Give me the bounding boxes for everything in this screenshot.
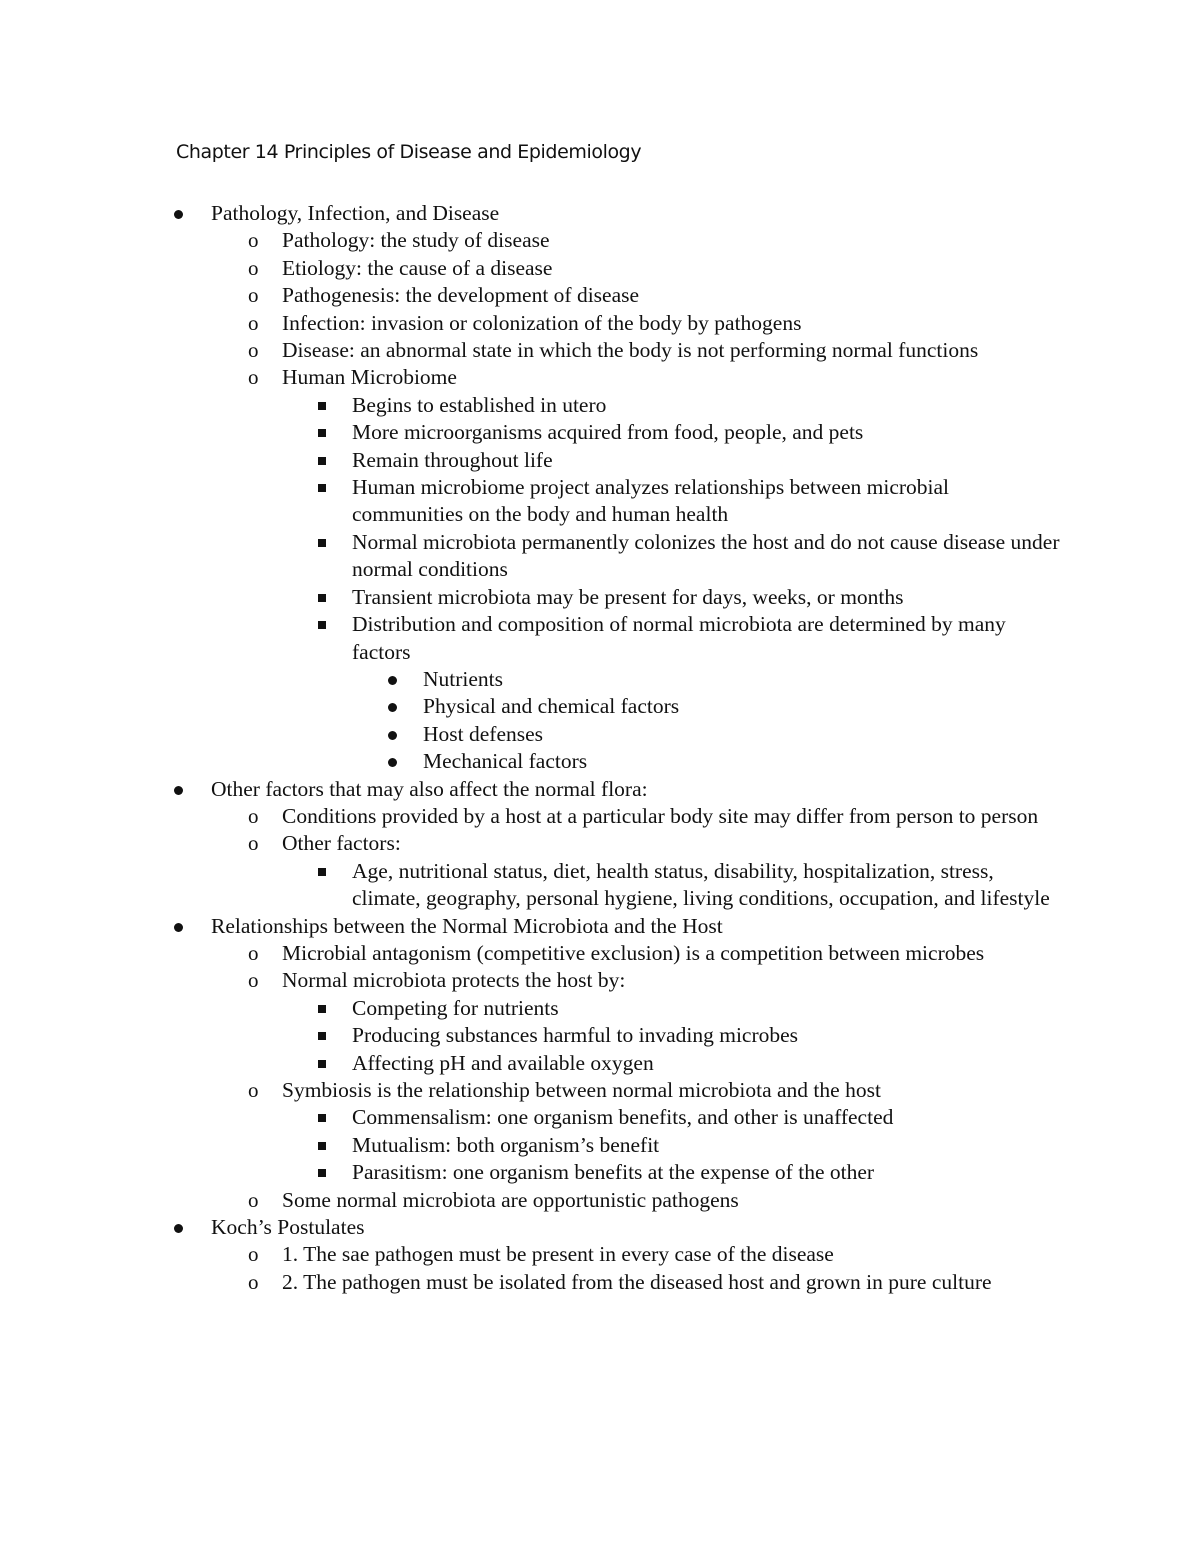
- outline-item-text: Other factors that may also affect the normal flora:: [211, 776, 648, 801]
- outline-item-level-4: [0, 666, 1200, 693]
- outline-item-level-2: [0, 940, 1200, 967]
- outline-item-text: 2. The pathogen must be isolated from the diseased host and grown in pure culture: [282, 1269, 992, 1294]
- bullet-circle-o-icon: o: [248, 338, 259, 363]
- bullet-square-icon: [318, 1005, 326, 1013]
- bullet-disc-icon: [174, 1224, 183, 1233]
- bullet-square-icon: [318, 1032, 326, 1040]
- outline-item-text: Human Microbiome: [282, 365, 457, 390]
- bullet-disc-icon: [174, 923, 183, 932]
- outline-item-text: Normal microbiota permanently colonizes the host and do not cause disease under normal conditions: [352, 529, 1060, 582]
- outline-item-text: More microorganisms acquired from food, people, and pets: [352, 420, 864, 445]
- bullet-square-icon: [318, 1142, 326, 1150]
- outline-item-text: Affecting pH and available oxygen: [352, 1050, 654, 1075]
- outline-item-text: Symbiosis is the relationship between normal microbiota and the host: [282, 1078, 881, 1102]
- outline-item-text: Begins to established in utero: [352, 392, 607, 417]
- bullet-square-icon: [318, 429, 326, 437]
- outline-item-level-4: [0, 748, 1200, 775]
- outline-item-text: Pathology: the study of disease: [282, 228, 550, 253]
- outline-item-level-3: [0, 1104, 1200, 1131]
- bullet-circle-o-icon: o: [248, 228, 259, 253]
- bullet-square-icon: [318, 1060, 326, 1068]
- outline-item-level-3: [0, 419, 1200, 446]
- bullet-square-icon: [318, 402, 326, 410]
- bullet-disc-icon: [174, 786, 183, 795]
- outline-item-text: Microbial antagonism (competitive exclusion) is a competition between microbes: [282, 940, 985, 965]
- outline-item-level-1: [0, 1214, 1200, 1241]
- bullet-circle-o-icon: o: [248, 968, 259, 993]
- outline-item-text: Competing for nutrients: [352, 995, 559, 1020]
- outline-item-level-2: [0, 364, 1200, 391]
- outline-item-level-2: [0, 255, 1200, 282]
- outline-item-text: Mechanical factors: [423, 749, 588, 774]
- bullet-square-icon: [318, 457, 326, 465]
- bullet-circle-o-icon: o: [248, 831, 259, 856]
- outline-item-text: Other factors:: [282, 831, 401, 856]
- outline-item-level-1: [0, 913, 1200, 940]
- outline-item-level-2: [0, 282, 1200, 309]
- bullet-circle-o-icon: o: [248, 283, 259, 308]
- outline-item-level-4: [0, 721, 1200, 748]
- outline-item-level-1: [0, 200, 1200, 227]
- outline-item-level-2: [0, 830, 1200, 857]
- bullet-disc-icon: [388, 703, 397, 712]
- outline-item-text: Producing substances harmful to invading microbes: [352, 1023, 799, 1048]
- outline-item-level-2: [0, 1077, 1200, 1104]
- outline-item-level-3: [0, 1022, 1200, 1049]
- outline-item-text: Remain throughout life: [352, 447, 553, 472]
- outline-item-text: 1. The sae pathogen must be present in every case of the disease: [282, 1242, 834, 1267]
- outline-item-level-2: [0, 337, 1200, 364]
- outline-item-level-2: [0, 1269, 1200, 1296]
- outline-item-level-3: [0, 392, 1200, 419]
- outline-item-level-3: [0, 858, 1200, 913]
- outline-item-level-3: [0, 1132, 1200, 1159]
- bullet-circle-o-icon: o: [248, 1269, 259, 1294]
- outline-item-level-3: [0, 447, 1200, 474]
- bullet-circle-o-icon: o: [248, 255, 259, 280]
- outline-item-text: Infection: invasion or colonization of the body by pathogens: [282, 310, 802, 335]
- bullet-square-icon: [318, 539, 326, 547]
- outline-item-level-3: [0, 1050, 1200, 1077]
- outline-item-text: Koch’s Postulates: [211, 1215, 365, 1240]
- outline-item-text: Mutualism: both organism’s benefit: [352, 1132, 660, 1157]
- bullet-square-icon: [318, 484, 326, 492]
- outline-item-text: Commensalism: one organism benefits, and other is unaffected: [352, 1105, 894, 1130]
- bullet-circle-o-icon: o: [248, 310, 259, 335]
- outline-item-text: Host defenses: [423, 721, 544, 746]
- bullet-square-icon: [318, 621, 326, 629]
- bullet-circle-o-icon: o: [248, 940, 259, 965]
- outline-item-text: Transient microbiota may be present for days, weeks, or months: [352, 584, 904, 609]
- outline-item-level-3: [0, 1159, 1200, 1186]
- outline-item-text: Nutrients: [423, 666, 504, 691]
- bullet-circle-o-icon: o: [248, 365, 259, 390]
- outline-item-text: Human microbiome project analyzes relationships between microbial communities on the body and human health: [352, 475, 950, 527]
- outline-item-level-3: [0, 995, 1200, 1022]
- outline-item-text: Conditions provided by a host at a particular body site may differ from person to person: [282, 803, 1039, 828]
- bullet-circle-o-icon: o: [248, 1242, 259, 1267]
- outline-item-text: Normal microbiota protects the host by:: [282, 968, 626, 993]
- outline-list: [0, 200, 1200, 1296]
- outline-item-level-2: [0, 1187, 1200, 1214]
- outline-item-text: Pathology, Infection, and Disease: [211, 201, 500, 225]
- outline-item-level-3: [0, 529, 1200, 584]
- bullet-square-icon: [318, 1169, 326, 1177]
- outline-item-level-1: [0, 776, 1200, 803]
- outline-item-level-3: [0, 584, 1200, 611]
- bullet-circle-o-icon: o: [248, 803, 259, 828]
- outline-item-level-2: [0, 227, 1200, 254]
- outline-item-text: Age, nutritional status, diet, health status, disability, hospitalization, stress, climate, geography, personal hygiene, living conditions, occupation, and lifestyle: [352, 858, 1050, 911]
- outline-item-text: Pathogenesis: the development of disease: [282, 283, 640, 308]
- outline-item-text: Parasitism: one organism benefits at the expense of the other: [352, 1160, 875, 1185]
- bullet-square-icon: [318, 868, 326, 876]
- outline-item-level-2: [0, 967, 1200, 994]
- outline-item-level-2: [0, 310, 1200, 337]
- bullet-square-icon: [318, 594, 326, 602]
- bullet-circle-o-icon: o: [248, 1078, 259, 1102]
- outline-item-level-3: [0, 474, 1200, 529]
- bullet-disc-icon: [388, 731, 397, 740]
- outline-item-level-3: [0, 611, 1200, 666]
- bullet-disc-icon: [388, 758, 397, 767]
- outline-item-text: Disease: an abnormal state in which the body is not performing normal functions: [282, 338, 979, 363]
- outline-item-level-2: [0, 803, 1200, 830]
- bullet-square-icon: [318, 1114, 326, 1122]
- outline-item-text: Physical and chemical factors: [423, 694, 680, 719]
- outline-item-level-4: [0, 693, 1200, 720]
- bullet-circle-o-icon: o: [248, 1187, 259, 1212]
- outline-item-text: Distribution and composition of normal microbiota are determined by many factors: [352, 612, 1006, 664]
- bullet-disc-icon: [174, 210, 183, 219]
- outline-item-text: Some normal microbiota are opportunistic pathogens: [282, 1187, 739, 1212]
- outline-item-text: Relationships between the Normal Microbiota and the Host: [211, 913, 723, 938]
- bullet-disc-icon: [388, 676, 397, 685]
- outline-item-text: Etiology: the cause of a disease: [282, 255, 553, 280]
- page-title: Chapter 14 Principles of Disease and Epidemiology: [176, 141, 642, 163]
- outline-item-level-2: [0, 1241, 1200, 1268]
